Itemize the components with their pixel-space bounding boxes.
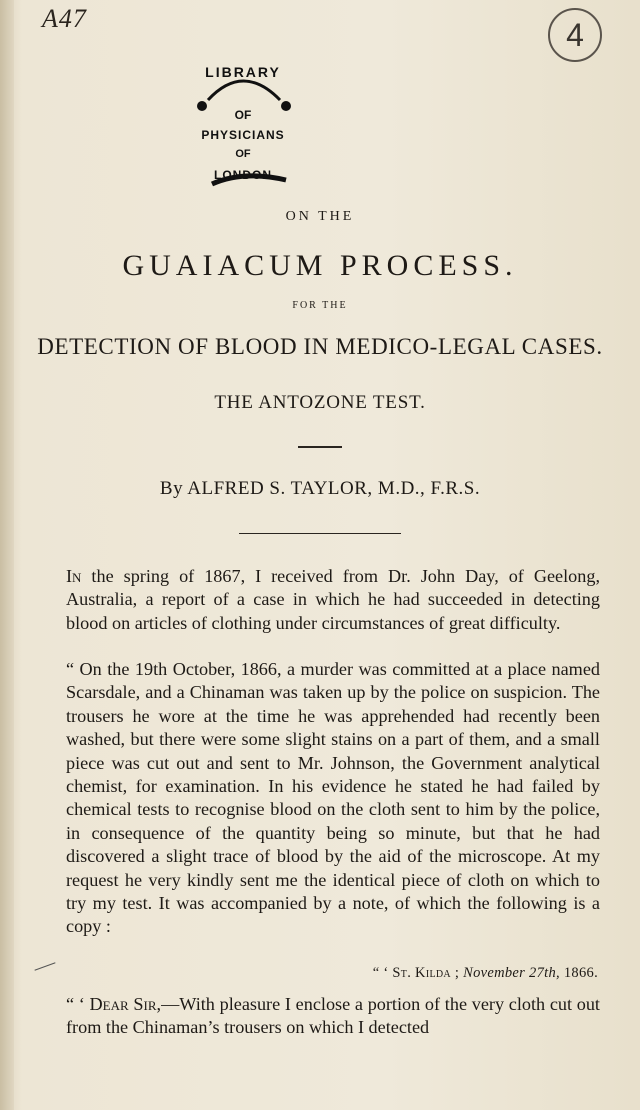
page-title: GUAIACUM PROCESS. xyxy=(122,249,518,282)
letter-salutation: “ ‘ Dear Sir, xyxy=(66,994,162,1014)
subtitle: DETECTION OF BLOOD IN MEDICO-LEGAL CASES. xyxy=(37,334,603,359)
stamp-line-4: OF xyxy=(235,148,251,160)
margin-mark xyxy=(34,962,55,970)
library-stamp xyxy=(168,62,318,202)
margin-note: A47 xyxy=(42,4,87,33)
paragraph-2: “ On the 19th October, 1866, a murder was committed at a place named Scarsdale, and a Chinaman was taken up by the police on suspicion. The trousers he wore at the time he was apprehended had recently been washed, but there were some slight stains on a part of them, and a small piece was cut out and sent to Mr. Johnson, the Government analytical chemist, for examination. In his evidence he stated he had failed by chemical tests to recognise blood on the cloth sent to him by the police, in consequence of the quantity being so minute, but that he had discovered a slight trace of blood by the aid of the microscope. At my request he very kindly sent me the identical piece of cloth on which to try my test. It was accompanied by a note, of which the following is a copy : xyxy=(66,659,600,937)
stamp-line-3: PHYSICIANS xyxy=(201,128,285,142)
letter-dateline xyxy=(66,965,598,982)
divider-long xyxy=(239,533,401,534)
for-the-heading: FOR THE xyxy=(292,300,348,311)
letter-paragraph xyxy=(66,993,600,1040)
author-line: By ALFRED S. TAYLOR, M.D., F.R.S. xyxy=(159,478,481,499)
stamp-line-5: LONDON xyxy=(214,168,272,182)
paragraph-1-text: the spring of 1867, I received from Dr. John Day, of Geelong, Australia, a report of a case in which he had succeeded in detecting blood on articles of clothing under circumstances of great difficulty. xyxy=(66,566,600,633)
page-number: 4 xyxy=(548,8,602,62)
book-spine xyxy=(0,0,14,1110)
stamp-line-1: LIBRARY xyxy=(205,64,281,80)
second-title: THE ANTOZONE TEST. xyxy=(214,392,426,413)
stamp-line-2: OF xyxy=(234,108,252,122)
dateline-date: November 27th, xyxy=(463,965,560,981)
on-the-heading: ON THE xyxy=(285,209,355,224)
dateline-year: 1866. xyxy=(563,965,598,981)
dateline-place: “ ‘ St. Kilda ; xyxy=(372,965,460,981)
divider-short xyxy=(298,446,342,448)
paragraph-1 xyxy=(66,565,600,635)
paragraph-1-lead: In xyxy=(66,566,82,586)
letter-text: —With pleasure I enclose a portion of the very cloth cut out from the Chinaman’s trousers on which I detected xyxy=(66,994,600,1038)
